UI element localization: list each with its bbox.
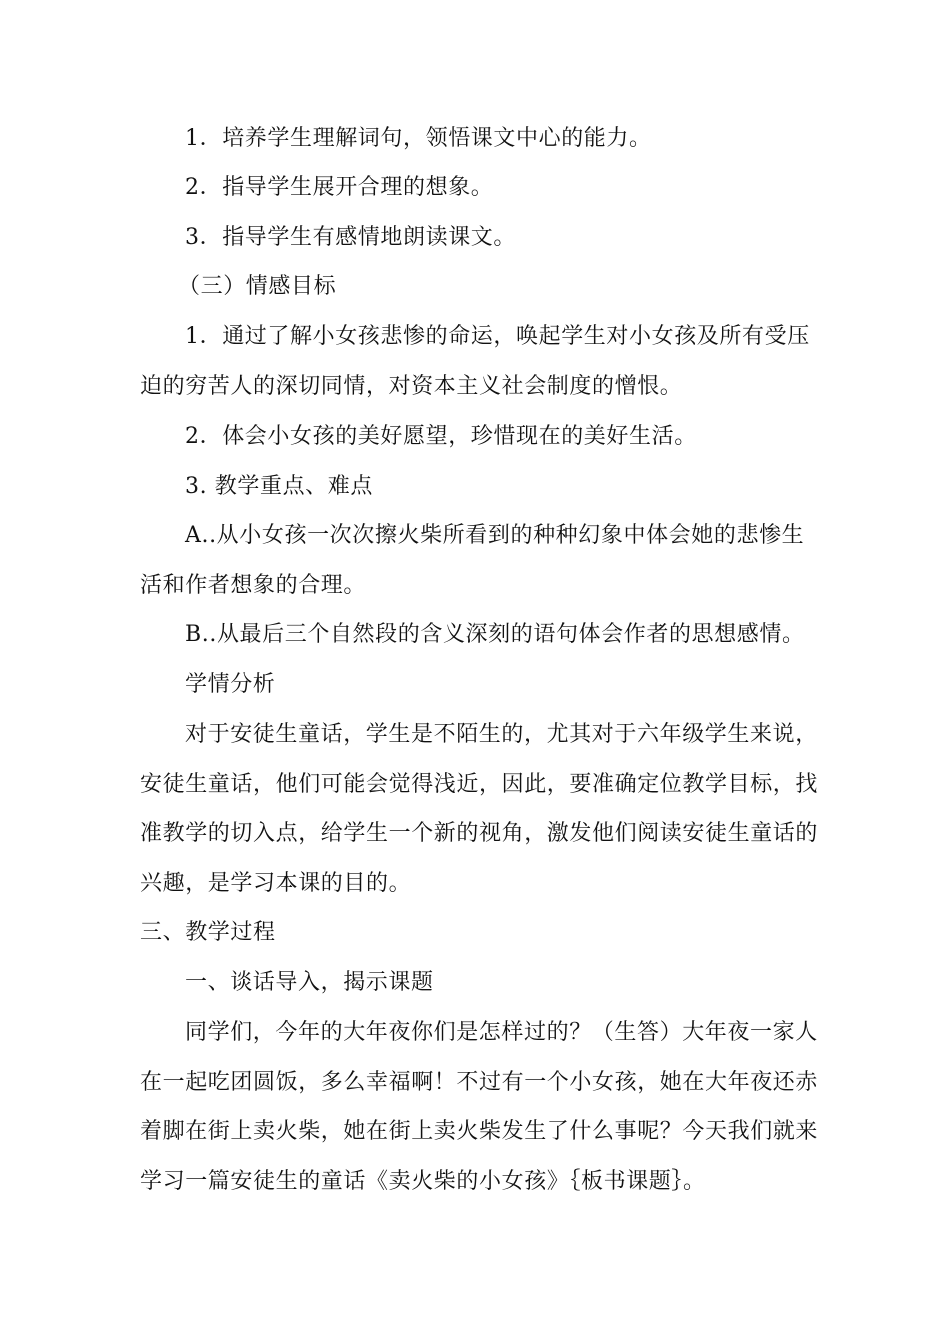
text-line: 准教学的切入点，给学生一个新的视角，激发他们阅读安徒生童话的 [140, 821, 819, 846]
section-heading: （三）情感目标 [178, 274, 337, 299]
text-line: 1．通过了解小女孩悲惨的命运，唤起学生对小女孩及所有受压 [185, 324, 810, 349]
text-line: 对于安徒生童话，学生是不陌生的，尤其对于六年级学生来说， [185, 722, 818, 747]
text-line: 安徒生童话，他们可能会觉得浅近，因此，要准确定位教学目标，找 [140, 772, 819, 797]
text-line: 同学们，今年的大年夜你们是怎样过的？（生答）大年夜一家人 [185, 1020, 818, 1045]
section-heading: 一、谈话导入，揭示课题 [185, 970, 434, 995]
section-heading: 学情分析 [185, 672, 276, 697]
text-line: 活和作者想象的合理。 [140, 573, 367, 598]
text-line: A..从小女孩一次次擦火柴所看到的种种幻象中体会她的悲惨生 [185, 523, 805, 548]
text-line: 在一起吃团圆饭，多么幸福啊！不过有一个小女孩，她在大年夜还赤 [140, 1070, 819, 1095]
section-heading: 三、教学过程 [140, 920, 276, 945]
text-line: 学习一篇安徒生的童话《卖火柴的小女孩》｛板书课题｝。 [140, 1169, 706, 1194]
section-heading: 3. 教学重点、难点 [185, 474, 373, 499]
text-line: 1．培养学生理解词句，领悟课文中心的能力。 [185, 126, 652, 151]
text-line: 2．体会小女孩的美好愿望，珍惜现在的美好生活。 [185, 424, 697, 449]
text-line: B..从最后三个自然段的含义深刻的语句体会作者的思想感情。 [185, 622, 805, 647]
text-line: 迫的穷苦人的深切同情，对资本主义社会制度的憎恨。 [140, 374, 683, 399]
text-line: 着脚在街上卖火柴，她在街上卖火柴发生了什么事呢？今天我们就来 [140, 1119, 819, 1144]
text-line: 3．指导学生有感情地朗读课文。 [185, 225, 516, 250]
text-line: 兴趣，是学习本课的目的。 [140, 871, 412, 896]
text-line: 2．指导学生展开合理的想象。 [185, 175, 494, 200]
